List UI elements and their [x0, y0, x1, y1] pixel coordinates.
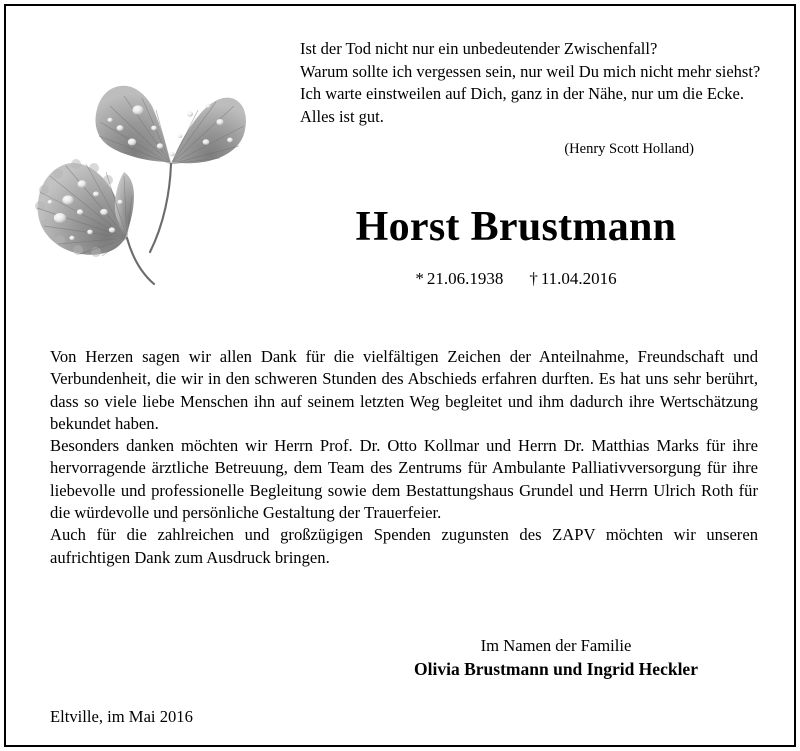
death-symbol: † [529, 269, 538, 288]
place-and-date: Eltville, im Mai 2016 [50, 707, 193, 726]
quotation-block [300, 38, 778, 159]
signature-intro: Im Namen der Familie [480, 636, 632, 655]
ginkgo-leaf-lower [35, 159, 154, 284]
deceased-name: Horst Brustmann [355, 204, 677, 250]
life-dates [266, 268, 766, 290]
body-paragraph-2: Besonders danken möchten wir Herrn Prof. Dr. Otto Kollmar und Herrn Dr. Matthias Marks für ihre hervorragende ärztliche Betreuung, dem Team des Zentrums für Ambulante Palliativversorgung für ihre liebevolle und professionelle Begleitung sowie dem Bestattungshaus Grundel und Herrn Ulrich Roth für die würdevolle und persönliche Gestaltung der Trauerfeier. [50, 436, 758, 523]
birth-symbol: * [415, 269, 424, 288]
body-paragraph-1: Von Herzen sagen wir allen Dank für die vielfältigen Zeichen der Anteilnahme, Freundschaft und Verbundenheit, die wir in den schweren Stunden des Abschieds erfahren durften. Es hat uns sehr berührt, dass so viele liebe Menschen ihn auf seinem letzten Weg begleitet und ihm dadurch ihre Wertschätzung bekundet haben. [50, 347, 758, 433]
quote-line-1: Ist der Tod nicht nur ein unbedeutender Zwischenfall? [300, 39, 658, 58]
signature-block [336, 634, 776, 681]
quote-line-3: Ich warte einstweilen auf Dich, ganz in der Nähe, nur um die Ecke. [300, 84, 744, 103]
ginkgo-leaves-icon [20, 84, 264, 294]
quote-line-4: Alles ist gut. [300, 106, 384, 126]
body-paragraph-3: Auch für die zahlreichen und großzügigen Spenden zugunsten des ZAPV möchten wir unseren aufrichtigen Dank zum Ausdruck bringen. [50, 525, 758, 567]
deceased-block [266, 202, 766, 290]
quote-line-2: Warum sollte ich vergessen sein, nur weil Du mich nicht mehr siehst? [300, 61, 761, 81]
death-date: 11.04.2016 [540, 269, 617, 288]
signature-names: Olivia Brustmann und Ingrid Heckler [414, 659, 698, 679]
notice-content [6, 6, 794, 745]
birth-date: 21.06.1938 [426, 269, 504, 288]
quote-attribution: (Henry Scott Holland) [564, 141, 694, 157]
thanks-text-block [50, 346, 758, 569]
